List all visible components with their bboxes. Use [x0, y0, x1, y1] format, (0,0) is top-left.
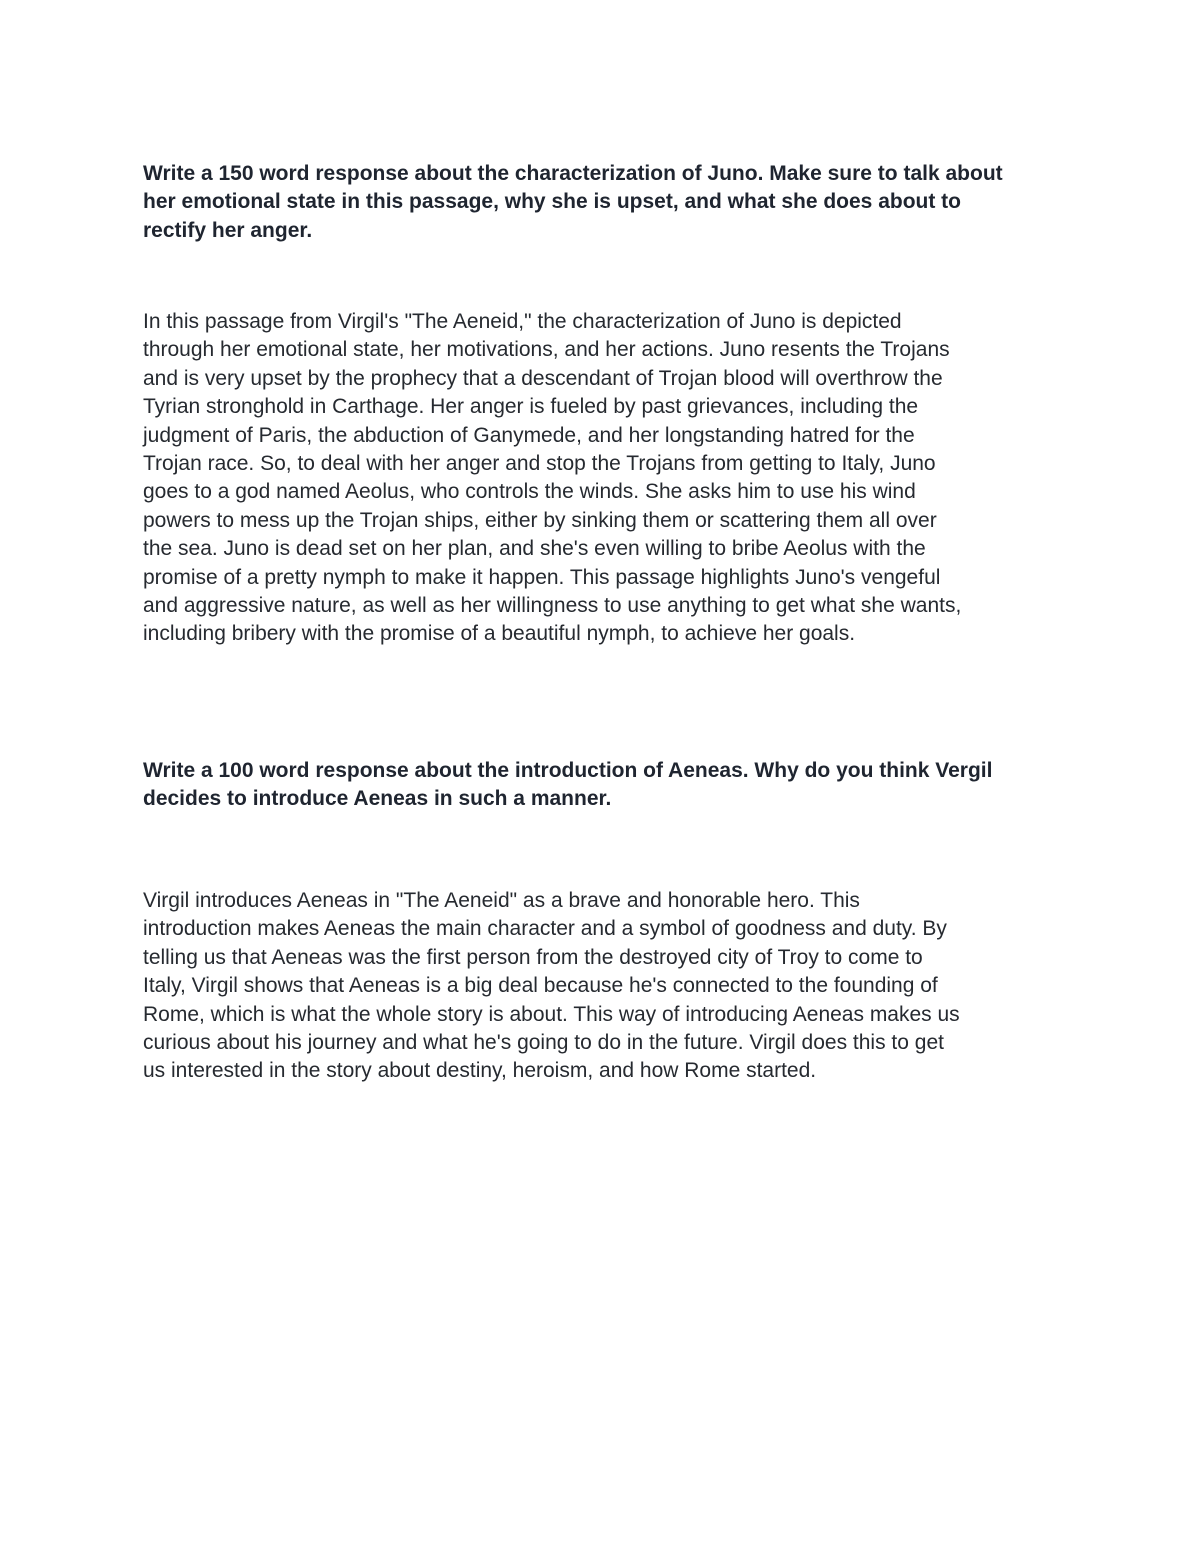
- answer-2-line: Virgil introduces Aeneas in "The Aeneid" as a brave and honorable hero. This: [143, 889, 860, 912]
- question-1-prompt: [143, 160, 1063, 245]
- answer-1-line: Tyrian stronghold in Carthage. Her anger is fueled by past grievances, including the: [143, 395, 919, 419]
- question-2-line: decides to introduce Aeneas in such a manner.: [143, 787, 612, 811]
- answer-2-line: us interested in the story about destiny, heroism, and how Rome started.: [143, 1059, 817, 1083]
- answer-1-line: In this passage from Virgil's "The Aeneid," the characterization of Juno is depicted: [143, 310, 902, 333]
- answer-1-line: through her emotional state, her motivations, and her actions. Juno resents the Trojans: [143, 338, 950, 362]
- answer-1-line: goes to a god named Aeolus, who controls the winds. She asks him to use his wind: [143, 480, 916, 504]
- question-2-line: Write a 100 word response about the introduction of Aeneas. Why do you think Vergil: [143, 759, 993, 782]
- answer-1-line: and aggressive nature, as well as her willingness to use anything to get what she wants,: [143, 594, 962, 618]
- question-2-prompt: [143, 757, 1063, 814]
- answer-1-line: powers to mess up the Trojan ships, either by sinking them or scattering them all over: [143, 508, 937, 532]
- question-1-line: Write a 150 word response about the characterization of Juno. Make sure to talk about: [143, 162, 1003, 185]
- question-1-line: her emotional state in this passage, why she is upset, and what she does about to: [143, 190, 962, 214]
- question-1-line: rectify her anger.: [143, 218, 313, 242]
- answer-2-line: Rome, which is what the whole story is about. This way of introducing Aeneas makes us: [143, 1002, 960, 1026]
- answer-2-line: curious about his journey and what he's going to do in the future. Virgil does this to get: [143, 1031, 944, 1055]
- answer-1-line: the sea. Juno is dead set on her plan, and she's even willing to bribe Aeolus with the: [143, 537, 926, 561]
- answer-1-line: Trojan race. So, to deal with her anger and stop the Trojans from getting to Italy, Juno: [143, 452, 936, 476]
- answer-2-line: telling us that Aeneas was the first person from the destroyed city of Troy to come to: [143, 945, 923, 969]
- answer-1-paragraph: [143, 308, 1063, 649]
- answer-2-paragraph: [143, 887, 1063, 1086]
- answer-2-line: introduction makes Aeneas the main character and a symbol of goodness and duty. By: [143, 917, 947, 941]
- answer-1-line: judgment of Paris, the abduction of Ganymede, and her longstanding hatred for the: [143, 423, 915, 447]
- answer-1-line: promise of a pretty nymph to make it happen. This passage highlights Juno's vengeful: [143, 565, 941, 589]
- answer-1-line: including bribery with the promise of a beautiful nymph, to achieve her goals.: [143, 622, 856, 646]
- answer-1-line: and is very upset by the prophecy that a descendant of Trojan blood will overthrow the: [143, 366, 943, 390]
- answer-2-line: Italy, Virgil shows that Aeneas is a big deal because he's connected to the founding of: [143, 974, 938, 998]
